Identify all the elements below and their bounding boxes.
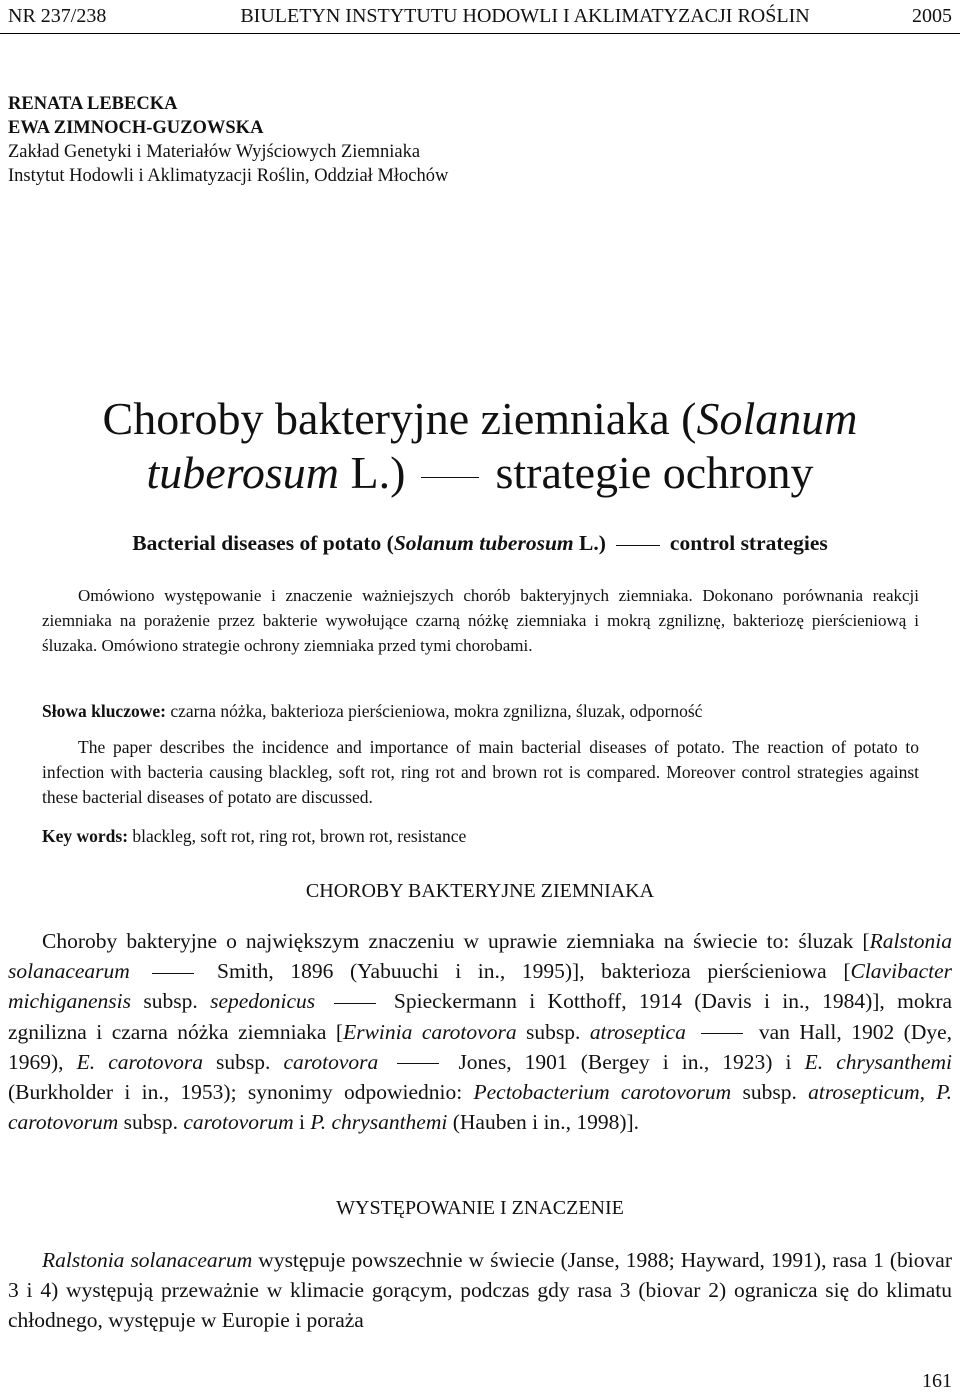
latin-name: Erwinia carotovora [343, 1019, 517, 1044]
text-run: Smith, 1896 (Yabuuchi i in., 1995)], bakterioza pierścieniowa [ [217, 959, 851, 984]
affiliation: Zakład Genetyki i Materiałów Wyjściowych Ziemniaka [8, 142, 421, 162]
latin-name: atrosepticum [808, 1080, 920, 1105]
author-name: EWA ZIMNOCH-GUZOWSKA [8, 118, 264, 138]
em-dash [397, 1063, 439, 1064]
em-dash [421, 477, 479, 478]
author-name: RENATA LEBECKA [8, 94, 178, 114]
text-run: Jones, 1901 (Bergey i in., 1923) i [458, 1049, 805, 1074]
text-run: (Burkholder i in., 1953); synonimy odpowiednio: [8, 1080, 474, 1105]
text-run: subsp. [516, 1019, 590, 1044]
author-block [8, 92, 448, 188]
keywords-label: Słowa kluczowe: [42, 701, 166, 721]
page-number: 161 [922, 1370, 952, 1392]
section-body [8, 1245, 952, 1336]
issue-number: NR 237/238 [8, 5, 107, 27]
keywords-english [42, 824, 919, 848]
text-run: subsp. [118, 1110, 184, 1135]
text-run: subsp. [202, 1049, 284, 1074]
latin-name: carotovorum [183, 1110, 294, 1135]
title-latin-name: Solanum tuberosum [146, 393, 858, 498]
text-run: subsp. [131, 989, 211, 1014]
latin-name: atroseptica [589, 1019, 686, 1044]
em-dash [701, 1033, 743, 1034]
text-run: Spieckermann i Kotthoff, 1914 (Davis i in., 1984)], mokra zgnilizna i czarna nóżka ziemniaka [ [8, 989, 953, 1044]
latin-name: carotovora [283, 1049, 379, 1074]
text-run: van Hall, 1902 (Dye, 1969), [8, 1019, 953, 1074]
section-body [8, 926, 952, 1137]
latin-name: sepedonicus [210, 989, 316, 1014]
em-dash [152, 973, 194, 974]
publication-year: 2005 [912, 5, 952, 27]
article-subtitle: Bacterial diseases of potato (Solanum tuberosum L.) control strategies [132, 531, 828, 555]
abstract-polish: Omówiono występowanie i znaczenie ważniejszych chorób bakteryjnych ziemniaka. Dokonano porównania reakcji ziemniaka na porażenie przez bakterie wywołujące czarną nóżkę ziemniaka i mokrą zgniliznę, bakteriozę pierścieniową i śluzaka. Omówiono strategie ochrony ziemniaka przed tymi chorobami. [42, 586, 919, 655]
latin-name: Ralstonia solanacearum [8, 929, 952, 984]
running-header [0, 0, 960, 34]
latin-name: Pectobacterium carotovorum [473, 1080, 732, 1105]
latin-name: E. chrysanthemi [804, 1049, 953, 1074]
em-dash [616, 545, 660, 546]
keywords-text: czarna nóżka, bakterioza pierścieniowa, mokra zgnilizna, śluzak, odporność [165, 701, 703, 721]
keywords-polish [42, 699, 919, 723]
latin-name: P. chrysanthemi [310, 1110, 448, 1135]
keywords-label: Key words: [42, 826, 129, 846]
text-run: występuje powszechnie w świecie (Janse, 1988; Hayward, 1991), rasa 1 (biovar 3 i 4) występują przeważnie w klimacie gorącym, podczas gdy rasa 3 (biovar 2) ogranicza się do klimatu chłodnego, występuje w Europie i poraża [8, 1248, 952, 1333]
latin-name: E. carotovora [76, 1049, 203, 1074]
abstract-english: The paper describes the incidence and importance of main bacterial diseases of potato. The reaction of potato to infection with bacteria causing blackleg, soft rot, ring rot and brown rot is compared. Moreover control strategies against these bacterial diseases of potato are discussed. [42, 737, 919, 807]
subtitle-latin-name: Solanum tuberosum [393, 531, 574, 555]
latin-name: P. carotovorum [8, 1080, 953, 1135]
latin-name: Clavibacter michiganensis [8, 959, 952, 1014]
text-run: subsp. [731, 1080, 809, 1105]
section-heading: WYSTĘPOWANIE I ZNACZENIE [336, 1197, 624, 1219]
journal-name: BIULETYN INSTYTUTU HODOWLI I AKLIMATYZACJI ROŚLIN [240, 5, 810, 27]
em-dash [334, 1003, 376, 1004]
keywords-text: blackleg, soft rot, ring rot, brown rot, resistance [128, 826, 467, 846]
article-title: Choroby bakteryjne ziemniaka (Solanum tuberosum L.) strategie ochrony [102, 393, 858, 498]
latin-name: Ralstonia solanacearum [42, 1248, 253, 1272]
text-run: Choroby bakteryjne o największym znaczeniu w uprawie ziemniaka na świecie to: śluzak [ [42, 929, 870, 953]
text-run: , [919, 1080, 937, 1105]
text-run: (Hauben i in., 1998)]. [447, 1110, 640, 1135]
text-run: i [293, 1110, 311, 1135]
affiliation: Instytut Hodowli i Aklimatyzacji Roślin, Oddział Młochów [8, 166, 449, 186]
section-heading: CHOROBY BAKTERYJNE ZIEMNIAKA [305, 880, 655, 902]
